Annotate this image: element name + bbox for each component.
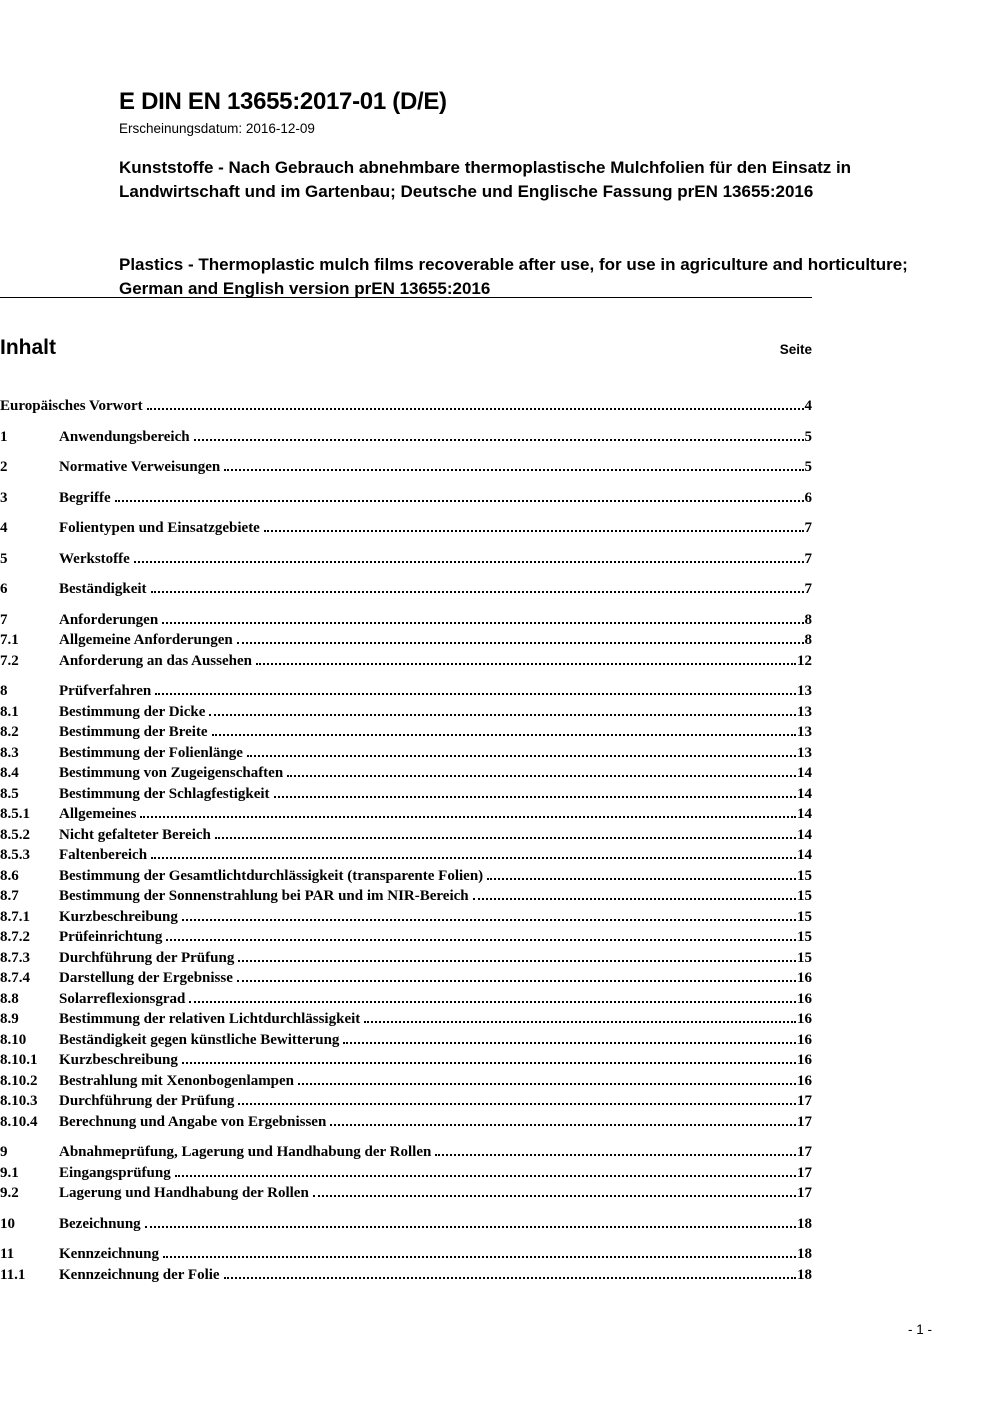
dot-leader <box>264 530 804 532</box>
dot-leader <box>487 878 796 880</box>
toc-entry-page: 17 <box>797 1144 812 1160</box>
dot-leader <box>145 1226 796 1228</box>
toc-entry-title: Europäisches Vorwort <box>0 398 143 414</box>
dot-leader <box>194 439 804 441</box>
title-english: Plastics - Thermoplastic mulch films recoverable after use, for use in agriculture and horticulture; German and English version prEN 13655:2016 <box>119 255 908 298</box>
toc-entry-title: Bestimmung der Folienlänge <box>59 744 243 761</box>
toc-entry <box>0 651 812 672</box>
toc-entry <box>0 948 812 969</box>
toc-entry-title: Anforderungen <box>59 611 159 628</box>
toc-entry-page: 16 <box>797 970 812 986</box>
toc-entry-number: 8.5.2 <box>0 826 30 843</box>
toc-group <box>0 488 812 509</box>
dot-leader <box>175 1175 796 1177</box>
toc-entry-number: 3 <box>0 489 8 506</box>
toc-entry-title: Prüfverfahren <box>59 683 152 699</box>
toc-entry-page: 17 <box>797 1164 812 1181</box>
dot-leader <box>343 1042 796 1044</box>
dot-leader <box>151 591 804 593</box>
toc-group <box>0 610 812 672</box>
toc-entry <box>0 579 812 600</box>
toc-entry <box>0 1030 812 1051</box>
toc-entry-title: Solarreflexionsgrad <box>59 990 186 1007</box>
toc-entry-number: 9.2 <box>0 1185 19 1201</box>
toc-entry-number: 8.7.1 <box>0 908 30 925</box>
toc-entry-title: Nicht gefalteter Bereich <box>59 826 211 843</box>
toc-entry-title: Bestimmung von Zugeigenschaften <box>59 765 284 781</box>
dot-leader <box>162 622 803 624</box>
toc-entry <box>0 886 812 907</box>
toc-entry <box>0 1050 812 1071</box>
dot-leader <box>182 919 796 921</box>
toc-entry-title: Bestimmung der Sonnenstrahlung bei PAR und im NIR-Bereich <box>59 888 469 904</box>
toc-entry-title: Faltenbereich <box>59 847 148 863</box>
dot-leader <box>224 469 803 471</box>
dot-leader <box>134 561 804 563</box>
toc-entry-number: 7.2 <box>0 652 19 669</box>
toc-entry-page: 18 <box>797 1266 812 1283</box>
toc-entry-title: Abnahmeprüfung, Lagerung und Handhabung der Rollen <box>59 1144 432 1160</box>
toc-entry-title: Darstellung der Ergebnisse <box>59 970 233 986</box>
toc-entry-title: Allgemeine Anforderungen <box>59 632 233 648</box>
toc-entry <box>0 427 812 448</box>
toc-entry <box>0 457 812 478</box>
toc-entry <box>0 763 812 784</box>
toc-entry-page: 15 <box>797 929 812 945</box>
toc-entry-title: Kennzeichnung der Folie <box>59 1266 220 1283</box>
toc-entry-page: 18 <box>797 1246 812 1262</box>
dot-leader <box>215 837 796 839</box>
dot-leader <box>182 1062 796 1064</box>
toc-entry-title: Eingangsprüfung <box>59 1164 171 1181</box>
toc-entry-title: Bestrahlung mit Xenonbogenlampen <box>59 1072 295 1089</box>
toc-entry-number: 8.2 <box>0 724 19 740</box>
toc-entry-page: 14 <box>797 806 812 822</box>
toc-entry <box>0 518 812 539</box>
dot-leader <box>163 1256 796 1258</box>
toc-entry-page: 7 <box>804 550 812 567</box>
toc-entry <box>0 845 812 866</box>
toc-entry-page: 14 <box>797 826 812 843</box>
dot-leader <box>364 1021 796 1023</box>
toc-header <box>0 336 812 360</box>
toc-entry-number: 8.10.2 <box>0 1072 38 1089</box>
toc-page-column-label: Seite <box>779 342 812 357</box>
toc-entry-page: 13 <box>797 683 812 699</box>
toc-entry <box>0 1163 812 1184</box>
toc-entry <box>0 681 812 702</box>
toc-entry-page: 18 <box>797 1215 812 1232</box>
toc-entry-number: 9.1 <box>0 1164 19 1181</box>
toc-entry-page: 16 <box>797 1011 812 1027</box>
publication-date: Erscheinungsdatum: 2016-12-09 <box>119 121 315 136</box>
toc-entry <box>0 610 812 631</box>
dot-leader <box>166 939 796 941</box>
dot-leader <box>237 980 796 982</box>
toc-entry-number: 8.10.4 <box>0 1113 38 1130</box>
dot-leader <box>189 1001 796 1003</box>
toc-entry-title: Normative Verweisungen <box>59 459 221 475</box>
dot-leader <box>209 714 796 716</box>
toc-entry-title: Beständigkeit gegen künstliche Bewitterung <box>59 1031 340 1048</box>
toc-entry-page: 13 <box>797 744 812 761</box>
toc-group <box>0 549 812 570</box>
toc-entry <box>0 630 812 651</box>
dot-leader <box>224 1277 796 1279</box>
header-divider <box>0 297 812 298</box>
toc-entry-number: 8.6 <box>0 867 19 884</box>
toc-entry-page: 7 <box>804 520 812 536</box>
toc-entry-page: 14 <box>797 847 812 863</box>
toc-entry <box>0 1009 812 1030</box>
toc-entry-number: 5 <box>0 550 8 567</box>
toc-entry <box>0 804 812 825</box>
toc-entry-number: 8.9 <box>0 1011 19 1027</box>
toc-entry-number: 8.10 <box>0 1031 27 1048</box>
toc-entry-title: Begriffe <box>59 489 111 506</box>
toc-entry-number: 1 <box>0 428 8 445</box>
toc-entry-number: 8.7.4 <box>0 970 30 986</box>
dot-leader <box>238 960 796 962</box>
toc-entry <box>0 396 812 417</box>
toc-entry-number: 8.5 <box>0 785 19 802</box>
dot-leader <box>330 1124 796 1126</box>
toc-entry-title: Kurzbeschreibung <box>59 1052 178 1068</box>
toc-entry-page: 15 <box>797 949 812 966</box>
dot-leader <box>237 642 804 644</box>
toc-group <box>0 1244 812 1285</box>
toc-entry-title: Durchführung der Prüfung <box>59 1093 235 1109</box>
toc-entry <box>0 722 812 743</box>
dot-leader <box>140 816 796 818</box>
dot-leader <box>274 796 796 798</box>
toc-entry-number: 8.10.3 <box>0 1093 38 1109</box>
toc-entry-number: 8.10.1 <box>0 1052 38 1068</box>
toc-entry-number: 8.7.2 <box>0 929 30 945</box>
dot-leader <box>151 857 796 859</box>
toc-entry-page: 4 <box>804 398 812 414</box>
toc-entry <box>0 907 812 928</box>
dot-leader <box>287 775 796 777</box>
toc-entry-number: 7.1 <box>0 632 19 648</box>
toc-entry-page: 5 <box>804 428 812 445</box>
toc-entry-title: Anforderung an das Aussehen <box>59 652 252 669</box>
toc-entry <box>0 1071 812 1092</box>
toc-entry-number: 10 <box>0 1215 15 1232</box>
toc-entry-page: 14 <box>797 765 812 781</box>
toc-entry-title: Kennzeichnung <box>59 1246 160 1262</box>
toc-entry-number: 8.1 <box>0 703 19 720</box>
toc-entry-number: 8.3 <box>0 744 19 761</box>
toc-group <box>0 396 812 417</box>
toc-entry-page: 17 <box>797 1113 812 1130</box>
dot-leader <box>435 1154 796 1156</box>
toc-entry <box>0 1142 812 1163</box>
toc-entry-title: Kurzbeschreibung <box>59 908 178 925</box>
dot-leader <box>115 500 804 502</box>
toc-entry-title: Berechnung und Angabe von Ergebnissen <box>59 1113 327 1130</box>
toc-entry <box>0 968 812 989</box>
toc-entry-page: 13 <box>797 703 812 720</box>
toc-entry-number: 11.1 <box>0 1266 26 1283</box>
toc-entry-page: 15 <box>797 888 812 904</box>
toc-entry-number: 7 <box>0 611 8 628</box>
toc-entry-page: 12 <box>797 652 812 669</box>
toc-entry <box>0 1112 812 1133</box>
toc-heading: Inhalt <box>0 336 56 359</box>
toc-group <box>0 681 812 1132</box>
toc-entry-page: 15 <box>797 867 812 884</box>
toc-entry-number: 8.5.1 <box>0 806 30 822</box>
toc-entry <box>0 927 812 948</box>
toc-entry-title: Bestimmung der relativen Lichtdurchlässigkeit <box>59 1011 361 1027</box>
toc-entry-page: 17 <box>797 1093 812 1109</box>
dot-leader <box>212 734 796 736</box>
toc-entry-title: Folientypen und Einsatzgebiete <box>59 520 260 536</box>
toc-entry <box>0 1091 812 1112</box>
toc-group <box>0 579 812 600</box>
toc-entry <box>0 989 812 1010</box>
dot-leader <box>473 898 796 900</box>
toc-entry <box>0 866 812 887</box>
toc-entry <box>0 825 812 846</box>
toc-entry-page: 16 <box>797 1072 812 1089</box>
toc-entry-title: Allgemeines <box>59 806 137 822</box>
toc-entry <box>0 702 812 723</box>
toc-entry <box>0 743 812 764</box>
toc-entry-page: 5 <box>804 459 812 475</box>
toc-entry-title: Bestimmung der Dicke <box>59 703 206 720</box>
toc-entry <box>0 1244 812 1265</box>
toc-group <box>0 518 812 539</box>
toc-entry-title: Anwendungsbereich <box>59 428 190 445</box>
dot-leader <box>238 1103 796 1105</box>
toc-entry-page: 15 <box>797 908 812 925</box>
toc-entry-title: Bestimmung der Schlagfestigkeit <box>59 785 270 802</box>
toc-entry-title: Beständigkeit <box>59 581 147 597</box>
toc-entry-title: Durchführung der Prüfung <box>59 949 235 966</box>
toc-entry-number: 8.5.3 <box>0 847 30 863</box>
toc-entry <box>0 1183 812 1204</box>
toc-entry-page: 16 <box>797 990 812 1007</box>
document-id: E DIN EN 13655:2017-01 (D/E) <box>119 88 447 115</box>
toc-entry-number: 11 <box>0 1246 15 1262</box>
toc-entry-number: 8 <box>0 683 8 699</box>
toc-entry-title: Lagerung und Handhabung der Rollen <box>59 1185 309 1201</box>
toc-entry-title: Prüfeinrichtung <box>59 929 163 945</box>
toc-entry <box>0 1265 812 1286</box>
dot-leader <box>147 408 804 410</box>
title-german: Kunststoffe - Nach Gebrauch abnehmbare thermoplastische Mulchfolien für den Einsatz in Landwirtschaft und im Gartenbau; Deutsche und Englische Fassung prEN 13655:2016 <box>119 158 852 201</box>
toc-entry-title: Bestimmung der Gesamtlichtdurchlässigkeit (transparente Folien) <box>59 867 484 884</box>
dot-leader <box>247 755 796 757</box>
toc-entry-number: 8.8 <box>0 990 19 1007</box>
dot-leader <box>298 1083 796 1085</box>
toc-entry-number: 6 <box>0 581 8 597</box>
toc-entry-number: 8.4 <box>0 765 19 781</box>
toc-entry-number: 9 <box>0 1144 8 1160</box>
toc-entry-number: 8.7 <box>0 888 19 904</box>
toc-entry-number: 8.7.3 <box>0 949 30 966</box>
toc-entry <box>0 1214 812 1235</box>
toc-entry-page: 14 <box>797 785 812 802</box>
toc-group <box>0 1142 812 1204</box>
dot-leader <box>155 693 796 695</box>
toc-entry <box>0 784 812 805</box>
toc-entry-page: 16 <box>797 1052 812 1068</box>
toc-entry-page: 6 <box>804 489 812 506</box>
dot-leader <box>256 663 796 665</box>
toc-entry-page: 16 <box>797 1031 812 1048</box>
toc-group <box>0 1214 812 1235</box>
toc-entry-title: Bezeichnung <box>59 1215 141 1232</box>
toc-list <box>0 396 812 1295</box>
toc-entry-number: 4 <box>0 520 8 536</box>
toc-entry-page: 17 <box>797 1185 812 1201</box>
toc-entry-title: Werkstoffe <box>59 550 130 567</box>
toc-entry-page: 8 <box>804 611 812 628</box>
toc-entry <box>0 549 812 570</box>
toc-entry-number: 2 <box>0 459 8 475</box>
toc-entry-page: 7 <box>804 581 812 597</box>
toc-group <box>0 427 812 448</box>
footer-page-number: - 1 - <box>907 1322 932 1337</box>
toc-entry-page: 8 <box>804 632 812 648</box>
dot-leader <box>313 1195 796 1197</box>
toc-entry-title: Bestimmung der Breite <box>59 724 208 740</box>
toc-entry <box>0 488 812 509</box>
toc-entry-page: 13 <box>797 724 812 740</box>
toc-group <box>0 457 812 478</box>
